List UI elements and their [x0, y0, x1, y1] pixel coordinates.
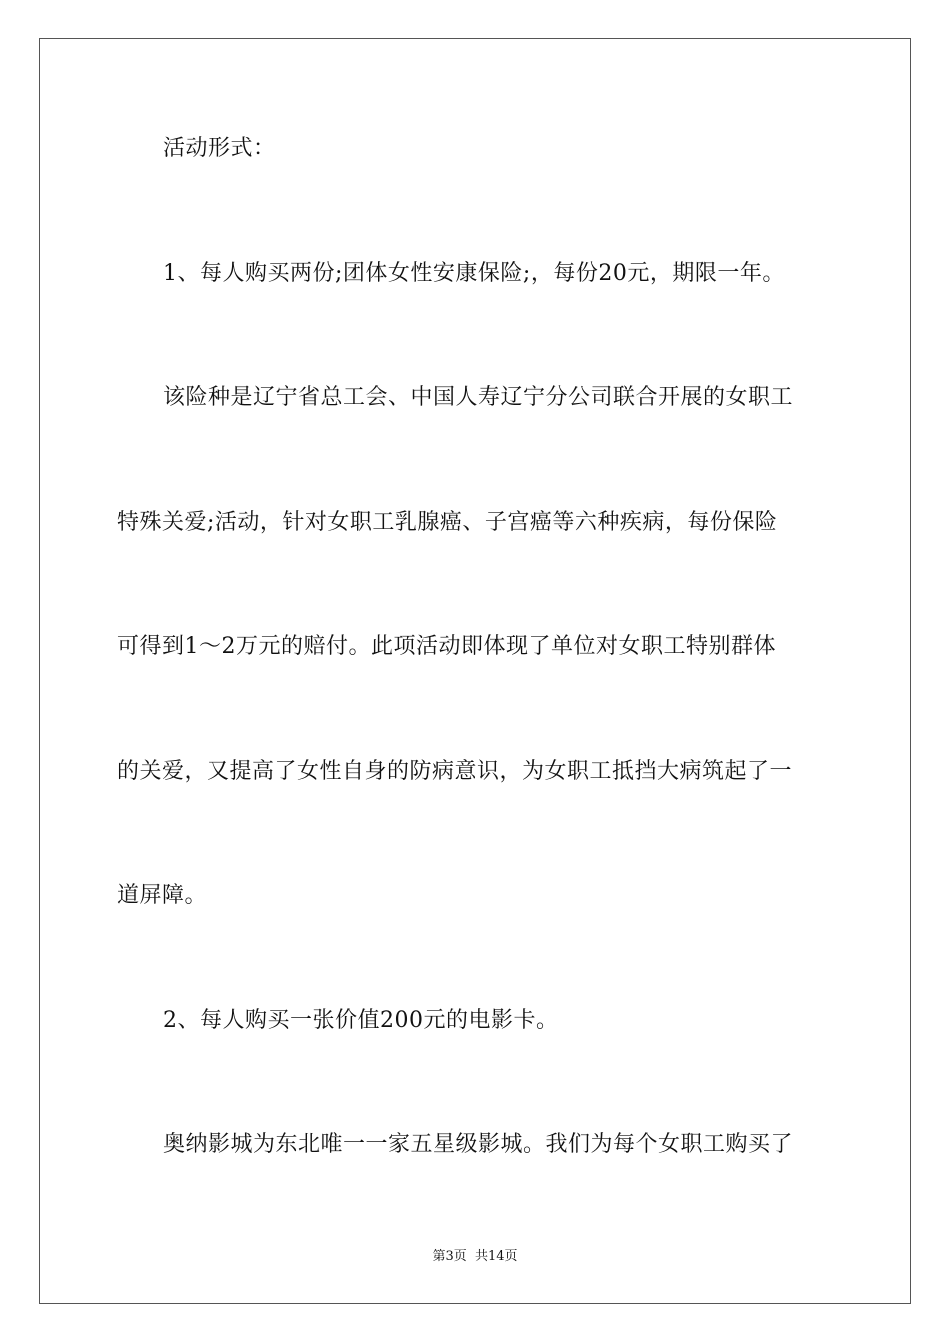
paragraph-line-8: 2、每人购买一张价值200元的电影卡。	[163, 1008, 559, 1033]
paragraph-line-6: 的关爱，又提高了女性自身的防病意识，为女职工抵挡大病筑起了一	[117, 759, 793, 784]
page-footer	[0, 1248, 950, 1266]
paragraph-line-4: 特殊关爱;活动，针对女职工乳腺癌、子宫癌等六种疾病，每份保险	[117, 510, 778, 535]
page-border	[39, 38, 911, 1304]
page-total: 共14页	[474, 1249, 518, 1264]
paragraph-line-3: 该险种是辽宁省总工会、中国人寿辽宁分公司联合开展的女职工	[163, 385, 794, 410]
page-number: 第3页	[432, 1249, 467, 1264]
paragraph-line-1: 活动形式：	[163, 136, 276, 161]
paragraph-line-9: 奥纳影城为东北唯一一家五星级影城。我们为每个女职工购买了	[163, 1132, 794, 1157]
paragraph-line-2: 1、每人购买两份;团体女性安康保险;，每份20元，期限一年。	[163, 261, 785, 286]
paragraph-line-7: 道屏障。	[117, 883, 208, 908]
paragraph-line-5: 可得到1～2万元的赔付。此项活动即体现了单位对女职工特别群体	[117, 634, 776, 659]
